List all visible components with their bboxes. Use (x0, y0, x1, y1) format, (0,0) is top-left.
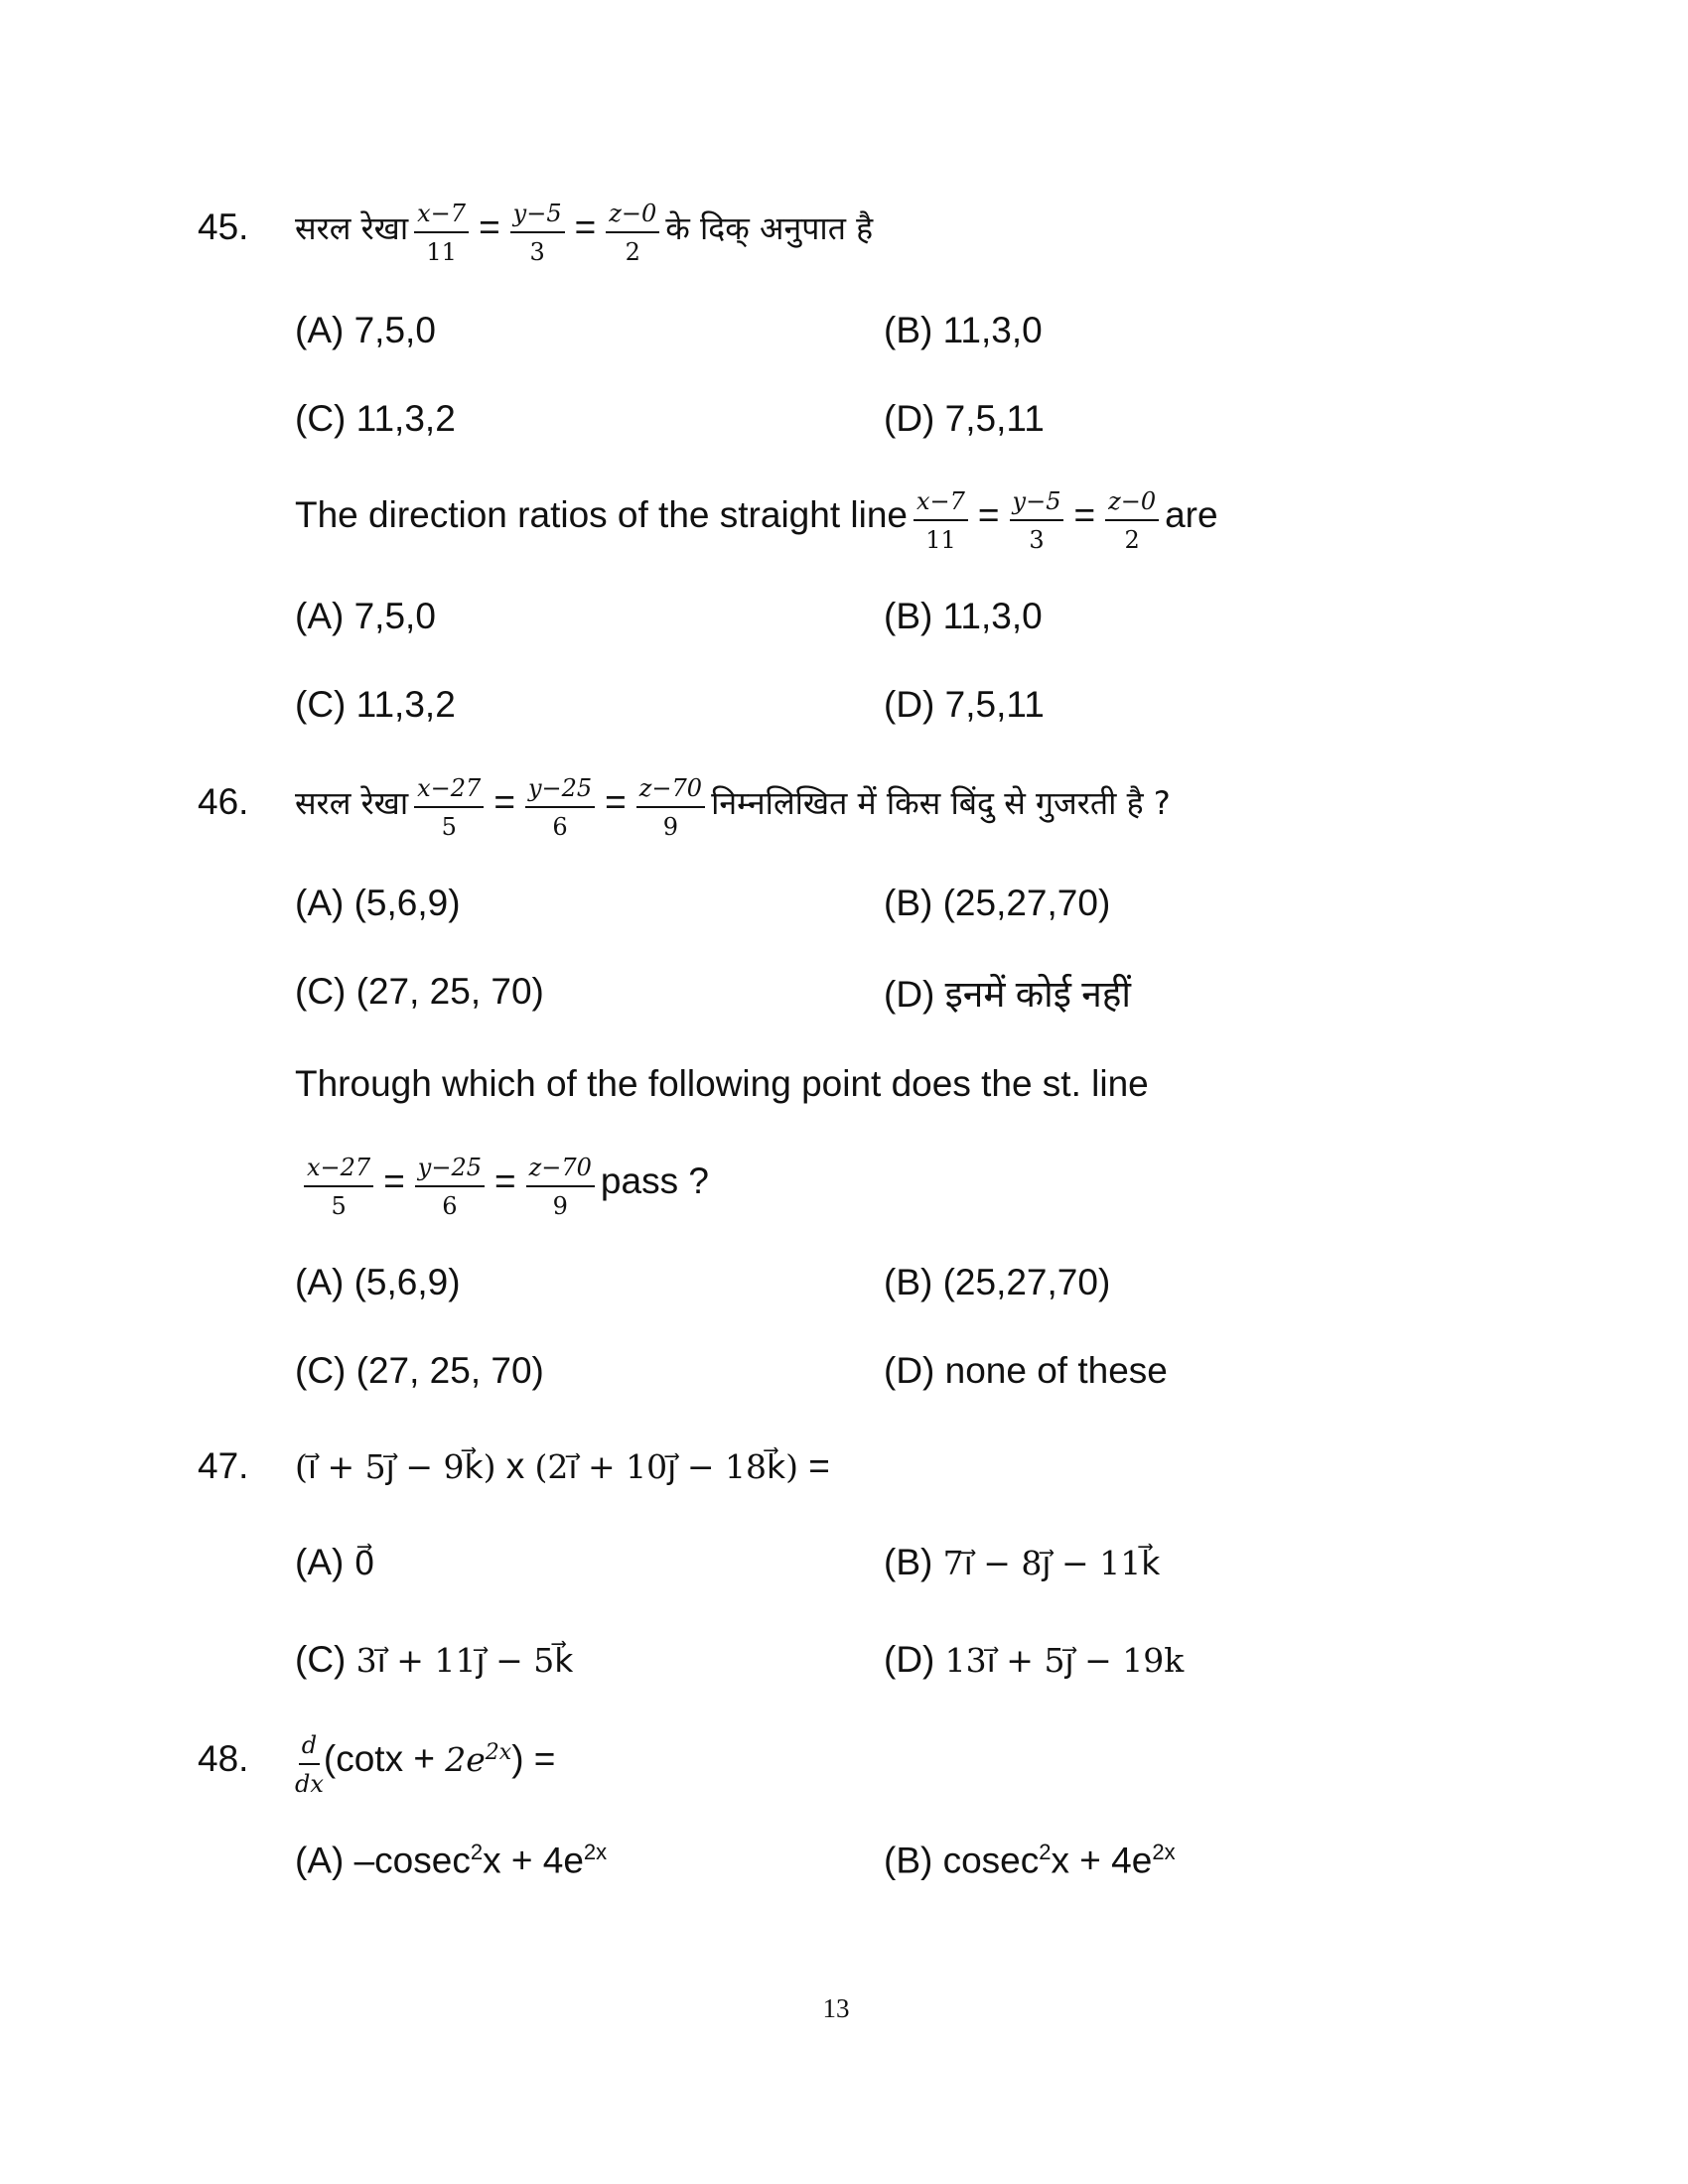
option-c: (C) (27, 25, 70) (295, 971, 544, 1012)
question-number: 46. (198, 781, 249, 822)
fraction: $\frac{z-70}{9}$ (526, 1155, 595, 1220)
equals-sign: = (574, 206, 597, 247)
equals-sign: = (1073, 494, 1096, 535)
option-b: (B) 11,3,0 (884, 310, 1043, 350)
option-c: (C) (27, 25, 70) (295, 1350, 544, 1391)
option-d: (D) 7,5,11 (884, 684, 1045, 725)
fraction: $\frac{z-0}{2}$ (606, 201, 659, 266)
fraction: $\frac{z-0}{2}$ (1105, 488, 1159, 554)
fraction: $\frac{x-7}{11}$ (914, 488, 968, 554)
question-text-hindi: निम्नलिखित में किस बिंदु से गुजरती है ? (711, 783, 1171, 822)
option-a: (A) 7,5,0 (295, 596, 436, 636)
option-c: (C) 11,3,2 (295, 684, 456, 725)
equals-sign: = (977, 494, 1000, 535)
equals-sign: = (494, 1160, 516, 1201)
vector-expression: (2i⃗ + 10j⃗ − 18k⃗) (534, 1446, 798, 1486)
equals-sign: = (493, 781, 515, 822)
equals-sign: = (479, 206, 500, 247)
fraction: $\frac{z-70}{9}$ (636, 775, 705, 841)
option-b: (B) $cosec^2x + 4e^{2x}$ (884, 1839, 1176, 1881)
fraction: $\frac{x-7}{11}$ (414, 201, 469, 266)
expression-text: (cotx + (323, 1738, 446, 1779)
option-b: (B) 11,3,0 (884, 596, 1043, 636)
option-b: (B) 7i⃗ − 8j⃗ − 11k⃗ (884, 1542, 1161, 1582)
option-a: (A) 7,5,0 (295, 310, 436, 350)
option-a: (A) 0⃗ (295, 1542, 375, 1582)
option-b: (B) (25,27,70) (884, 1262, 1111, 1302)
question-number: 47. (198, 1445, 249, 1486)
fraction: $\frac{y-5}{3}$ (510, 201, 565, 266)
question-text-english: The direction ratios of the straight line (295, 494, 908, 535)
option-b: (B) (25,27,70) (884, 883, 1111, 923)
expression-text: ) = (511, 1738, 556, 1779)
option-d: (D) इनमें कोई नहीं (884, 973, 1131, 1015)
option-a: (A) $-cosec^2x + 4e^{2x}$ (295, 1839, 608, 1881)
fraction: $\frac{x-27}{5}$ (304, 1155, 373, 1220)
fraction: $\frac{y-25}{6}$ (415, 1155, 485, 1220)
expression-term: $2e^{2x}$ (445, 1739, 512, 1779)
equals-sign: = (605, 781, 627, 822)
equals-sign: = (797, 1445, 830, 1486)
page-number: 13 (822, 1993, 850, 2023)
equals-sign: = (383, 1160, 405, 1201)
fraction: $\frac{y-5}{3}$ (1010, 488, 1064, 554)
option-c: (C) 3i⃗ + 11j⃗ − 5k⃗ (295, 1639, 574, 1680)
option-a: (A) (5,6,9) (295, 883, 461, 923)
question-text-english: pass ? (600, 1160, 709, 1201)
question-number: 45. (198, 206, 249, 247)
fraction: $\frac{x-27}{5}$ (414, 775, 484, 841)
vector-expression: (i⃗ + 5j⃗ − 9k⃗) (295, 1446, 496, 1486)
derivative-operator: $\frac{d}{dx}$ (295, 1730, 324, 1798)
option-d: (D) 7,5,11 (884, 398, 1045, 439)
question-text-english: Through which of the following point does the st. line (295, 1063, 1149, 1104)
question-text-hindi: सरल रेखा (295, 208, 409, 247)
question-text-hindi: के दिक् अनुपात है (665, 208, 874, 247)
question-text-english: are (1165, 494, 1218, 535)
option-d: (D) 13i⃗ + 5j⃗ − 19k (884, 1639, 1185, 1680)
fraction: $\frac{y-25}{6}$ (525, 775, 595, 841)
cross-symbol: x (495, 1445, 535, 1486)
question-text-hindi: सरल रेखा (295, 783, 409, 822)
option-c: (C) 11,3,2 (295, 398, 456, 439)
option-a: (A) (5,6,9) (295, 1262, 461, 1302)
option-d: (D) none of these (884, 1350, 1168, 1391)
question-number: 48. (198, 1738, 249, 1779)
